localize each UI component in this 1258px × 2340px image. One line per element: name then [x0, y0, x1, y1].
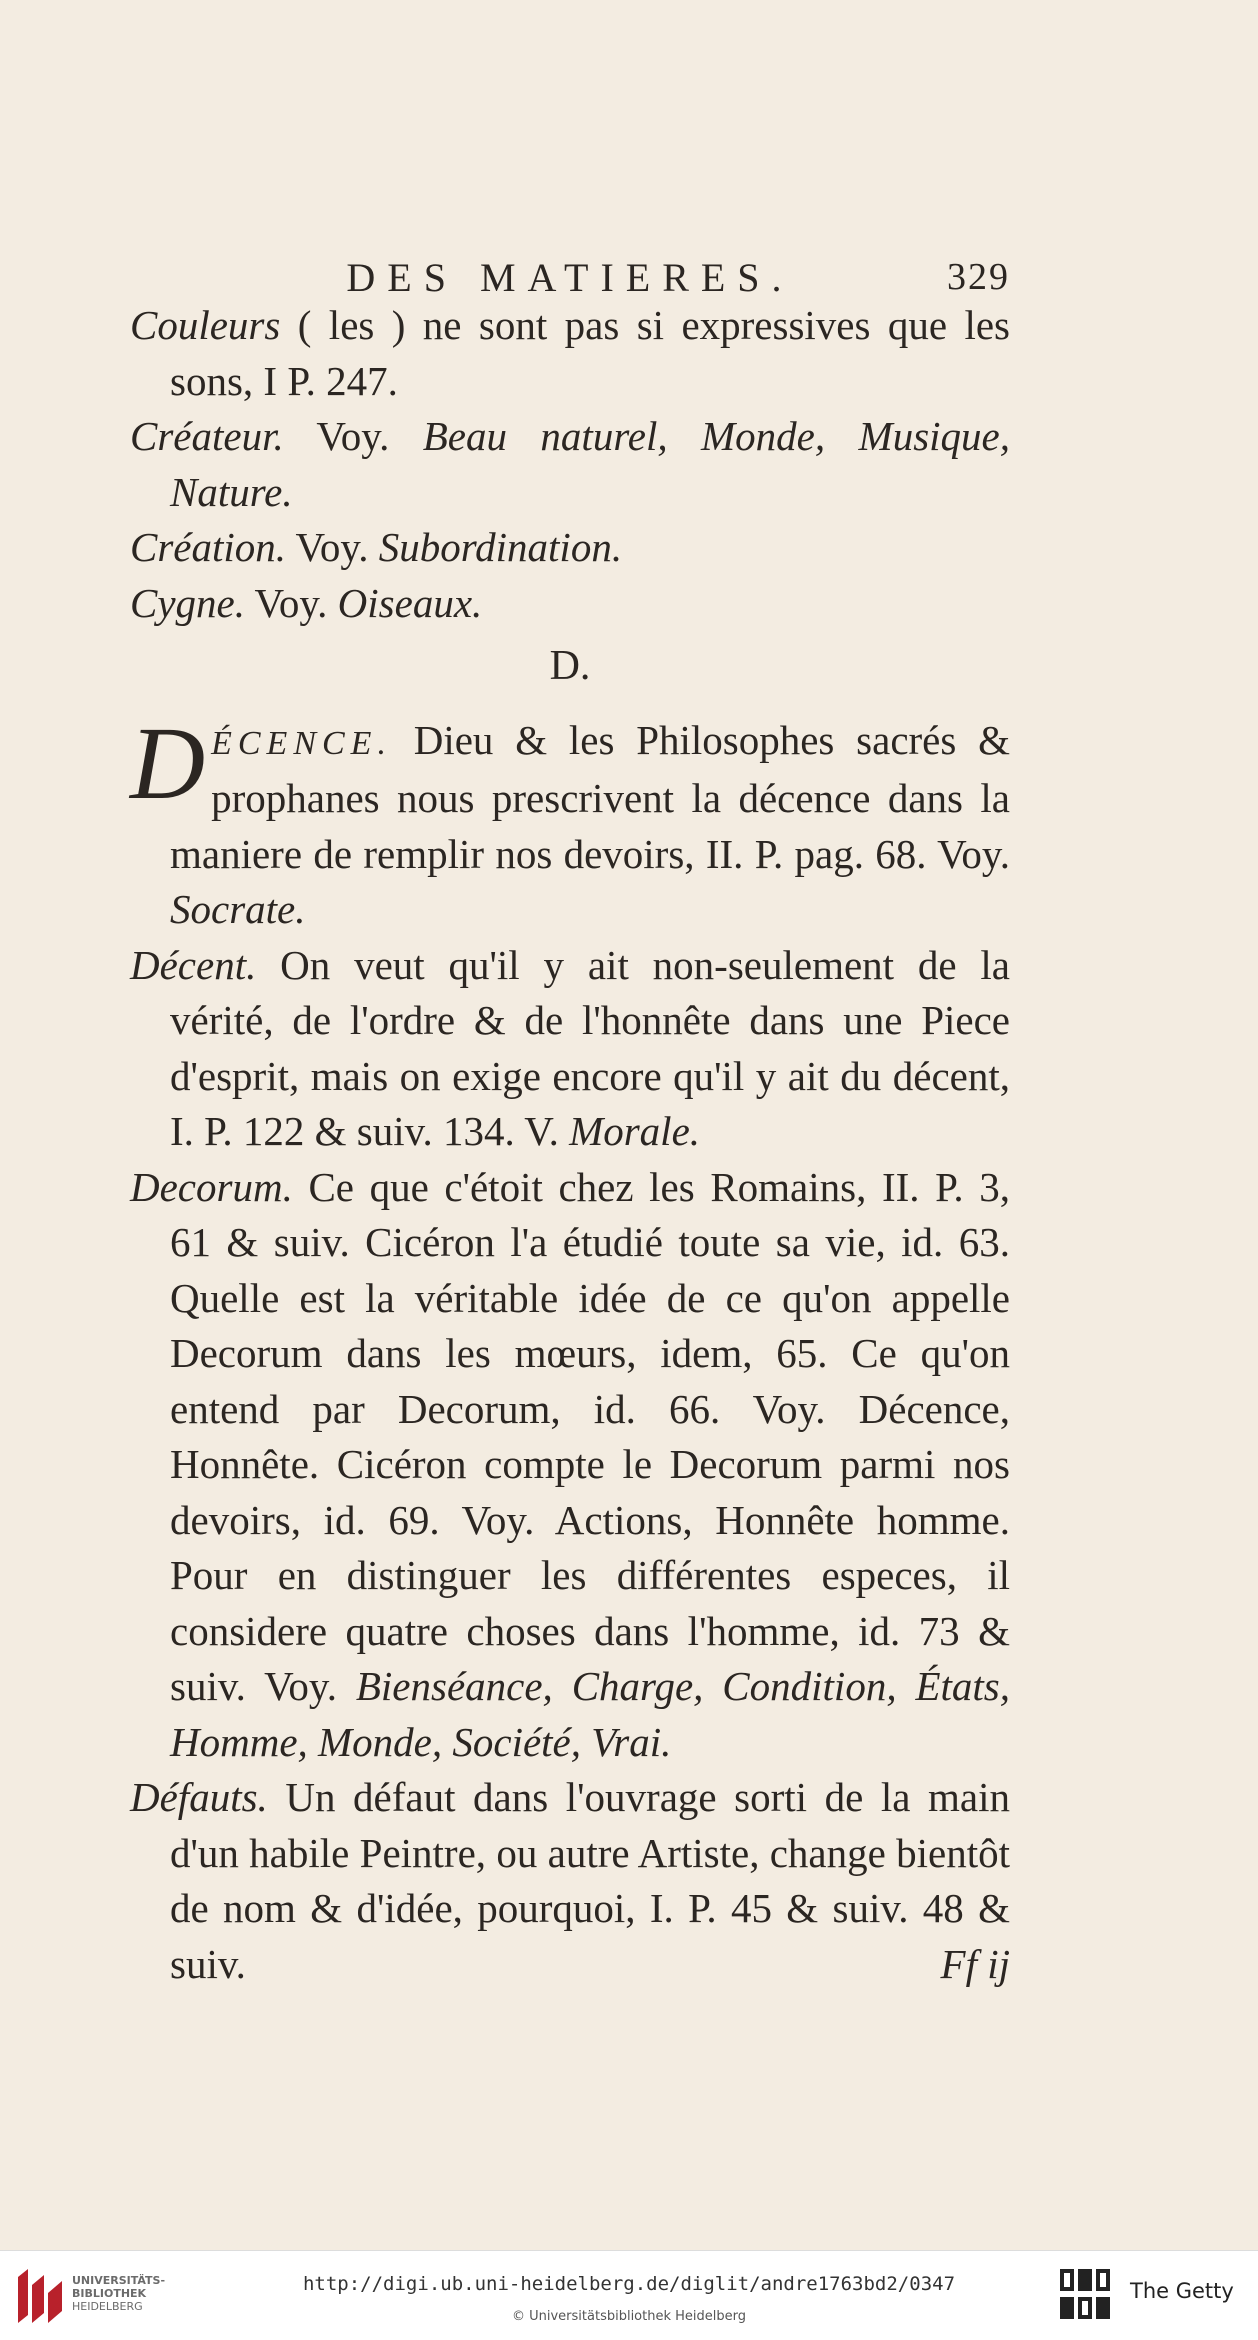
entry-headword: ÉCENCE.	[211, 724, 392, 762]
entry-headword: Défauts.	[130, 1774, 268, 1820]
index-text	[130, 250, 1010, 1992]
entry-reference: Oiseaux.	[337, 579, 483, 626]
entry-headword: Decorum.	[130, 1163, 293, 1210]
getty-logo-icon[interactable]	[1058, 2267, 1112, 2321]
index-entry	[130, 1160, 1010, 1771]
library-name-line: UNIVERSITÄTS-	[72, 2274, 166, 2287]
index-entry-decence	[130, 705, 1010, 938]
library-name-line: BIBLIOTHEK	[72, 2287, 147, 2300]
entry-text: ( les ) ne sont pas si expressives que les sons, I P. 247.	[170, 302, 1010, 404]
entry-text: Un défaut dans l'ouvrage sorti de la main d'un habile Peintre, ou autre Artiste, change bientôt de nom & d'idée, pourquoi, I. P. 45 & suiv. 48 & suiv.	[170, 1774, 1010, 1987]
partner-name: The Getty	[1130, 2279, 1234, 2303]
entry-text: Dieu & les Philosophes sacrés & prophanes nous prescrivent la décence dans la maniere de remplir nos devoirs, II. P. pag. 68. Voy.	[170, 716, 1010, 877]
entry-text: Voy.	[283, 413, 423, 459]
library-name-line: HEIDELBERG	[72, 2300, 143, 2313]
section-letter: D.	[549, 643, 591, 689]
entry-text: Voy.	[286, 524, 379, 570]
running-head-title: DES MATIERES.	[346, 255, 794, 300]
viewer-footer	[0, 2250, 1258, 2340]
drop-cap: D	[130, 705, 206, 821]
entry-reference: Socrate.	[170, 886, 306, 932]
page-number: 329	[947, 256, 1010, 298]
entry-reference: Beau naturel, Monde, Musique, Nature.	[170, 413, 1010, 515]
permalink-url[interactable]: http://digi.ub.uni-heidelberg.de/diglit/andre1763bd2/0347	[302, 2273, 956, 2295]
index-entry	[130, 1770, 1010, 1992]
entry-headword: Création.	[130, 524, 287, 570]
index-entry	[130, 520, 1010, 576]
index-entry	[130, 938, 1010, 1160]
entry-headword: Décent.	[130, 941, 257, 988]
index-entry	[130, 409, 1010, 520]
entry-text: Ce que c'étoit chez les Romains, II. P. 3, 61 & suiv. Cicéron l'a étudié toute sa vie, id. 63. Quelle est la véritable idée de ce qu'on appelle Decorum dans les mœurs, idem, 65. Ce qu'on entend par Decorum, id. 66. Voy. Décence, Honnête. Cicéron compte le Decorum parmi nos devoirs, id. 69. Voy. Actions, Honnête homme. Pour en distinguer les différentes especes, il considere quatre choses dans l'homme, id. 73 & suiv. Voy.	[170, 1163, 1010, 1709]
index-entry	[130, 576, 1010, 632]
signature-mark: Ff ij	[940, 1940, 1010, 1987]
running-head	[130, 250, 1010, 298]
copyright-notice: © Universitätsbibliothek Heidelberg	[511, 2309, 746, 2324]
entry-headword: Cygne.	[130, 579, 245, 626]
index-entry	[130, 298, 1010, 409]
entry-reference: Subordination.	[378, 524, 623, 570]
entry-text: Voy.	[245, 579, 338, 626]
entry-reference: Morale.	[569, 1108, 701, 1154]
entry-text: On veut qu'il y ait non-seulement de la vérité, de l'ordre & de l'honnête dans une Piece d'esprit, mais on exige encore qu'il y ait du décent, I. P. 122 & suiv. 134. V.	[170, 941, 1010, 1154]
entry-headword: Couleurs	[130, 302, 281, 348]
entry-reference: Bienséance, Charge, Condition, États, Homme, Monde, Société, Vrai.	[170, 1663, 1010, 1765]
entry-headword: Créateur.	[130, 413, 284, 459]
